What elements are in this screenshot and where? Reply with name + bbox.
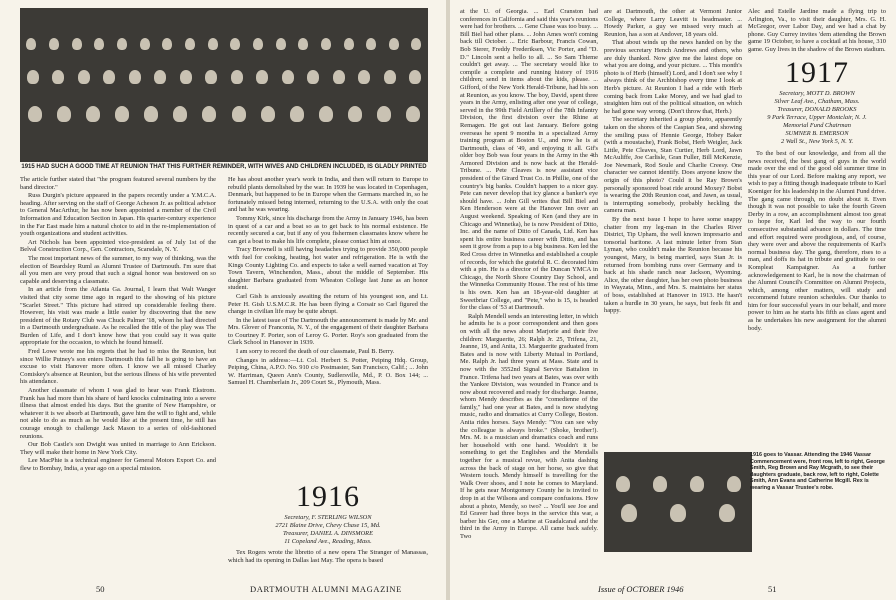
vassar-photo-block (592, 452, 754, 580)
right-page (450, 0, 896, 600)
right-column-1 (460, 8, 598, 580)
photo-front-row (604, 504, 752, 522)
paragraph: The most important news of the summer, to my way of thinking, was the election of Beardsley Ruml as Alumni Trustee of Dartmouth. I'm sure that all you men are very proud that such a signal honor was bestowed on so capable and deserving a classmate. (20, 254, 216, 285)
right-column-3-body (748, 150, 886, 446)
class-officers-1917 (748, 90, 886, 146)
paragraph: That about winds up the news handed on by the previous secretary Hench Andrews and others, who are duly thanked. Now give me the latest dope on what you are doing, and your picture. ... This month's photo is of Herb (himself) Lord, and I don't see why I always think of the Archbishop every time I look at Herb's picture. At Reunion I had a ride with Herb coming back from Lake Morey, and we had glad to straighten him out of the political situation, on which he had gone way wrong. (Don't throw that, Herb.) (604, 39, 742, 115)
secretary-line: Secretary, MOTT D. BROWN (779, 90, 855, 97)
paragraph: Tracy Brownell is still having headaches trying to provide 350,000 people with fuel for cooking, heating, hot water and refrigeration. He is with the Kings County Lighting Co. and expects to take a well earned vacation at Toy Town Tavern, Winchendon, Mass., about the middle of September. His daughter Barbara graduated from Wheaton College last June as an honor student. (228, 246, 428, 292)
paragraph: The article further stated that "the program featured several numbers by the band director." (20, 176, 216, 191)
vassar-photo-caption: 1916 goes to Vassar. Attending the 1946 Vassar Commencement were, front row, left to right, George Smith, Reg Brown and Ray Mcgrath, to see their daughters graduate, back row, left to right, Colette Smith, Ann Evans and Catherine Mcgill. Rex is wearing a Vassar Trustee's robe. (750, 452, 885, 491)
paragraph: Alec and Estelle Jardine made a flying trip to Arlington, Va., to visit their daughter, Mrs. G. H. McGregor, over Labor Day, and we had a chat by phone. Guy Currey invites 'dem attending the Brown game 19 October, to have a cocktail at his house, 310 game. Guy lives in the shadow of the Brown stadium. (748, 8, 886, 53)
issue-date-folio: Issue of OCTOBER 1946 (598, 584, 684, 594)
paragraph: Carl Gish is anxiously awaiting the return of his youngest son, and Lt. Peter H. Gish U.S.M.C.R. He has been flying a Corsair so Carl figured the change in civilian life may be quite abrupt. (228, 292, 428, 316)
paragraph: Changes in address:—Lt. Col. Herbert S. Potter, Peiping Hdq. Group, Peiping, China, A.P.O. No. 910 c/o Postmaster, San Francisco, Calif.; ... John W. Harriman, Queen Ann's County, Sudlersville, Md., P. O. Box 144; ... Samuel H. Chamberlain Jr., 209 Court St., Plymouth, Mass. (228, 356, 428, 387)
fund-chairman-name: SUMNER B. EMERSON (785, 130, 849, 137)
paragraph: Art Nichols has been appointed vice-president as of July 1st of the Belval Construction Corp., Gen. Contractors, Scarsdale, N. Y. (20, 238, 216, 254)
paragraph: Fred Lowe wrote me his regrets that he had to miss the Reunion, but since Willie Putney's son enters Dartmouth this fall he is going to have an excuse to visit Hanover more often. I know we all missed Charley Comiskey's absence at Reunion, but the serious illness of his wife prevented his attendance. (20, 348, 216, 386)
class-officers-1916 (228, 514, 428, 546)
paragraph: at the U. of Georgia. ... Earl Cranston had conferences in California and said this year's reunions were had for brothers. ... Gene Chase was too busy. ... Bill Biel had other plans. ... John Ames won't coming back till October. ... Eric Barbour, Francis Cowan, Bob Sterer, Freddy Frederiksen, Vic Porter, and "D. D." Lincoln sent a hello to all. ... So Sam Thieme couldn't get away. ... The secretary would like to compile a complete and running history of 1916 children; send in items about the kids, please. ... Gifford, of the New York Herald-Tribune, had his son at Reunion, as you know. The boy, David, spent three years in the Army, enlisting after one year of college, served in the 99th Field Artillery of the 78th Infantry Division, the first division over the Rhine at Remagen. He got out last January. Before going overseas he spent 9 months in a specialized Army training program at Boston U., and now he is at Dartmouth, class of '49, and enjoying it all. Gif's older boy Bob was four years in the Army in the 4th Armored Division and is now back at the Herald-Tribune. ... Pete Cleaves is now assistant vice president of the Girard Trust Co. in Phillie, one of the country's big banks. Couldn't happen to a nicer guy. Pete can never develop that icy glance a banker's eye should have. ... John Gill writes that Bill Biel and Ken Henderson were at the Hanover Inn over an August weekend. Speaking of Ken (and they are in Chicago and Winnetka), he is now President of Ditto, Inc. and the name of Ditto of Canada, Ltd. Ken has spent his entire business career with Ditto, and has seen it grow from a pup to a big business. Ken led the Red Cross drive in Winnetka and established a couple of records, for which the grateful R. C. decorated him with a pin. He is a director of the Duncan YMCA in Chicago, the North Shore Country Day School, and the Winnetka Community House. The rest of his time is his own. Ken has an 18-year-old daughter at Sweetbriar College, and "Pete," who is 15, is headed for the class of '53 at Dartmouth. (460, 8, 598, 312)
page-number-right: 51 (768, 584, 777, 594)
reunion-photo-caption: 1915 HAD SUCH A GOOD TIME AT REUNION THAT THIS FURTHER REMINDER, WITH WIVES AND CHILDREN INCLUDED, IS GLADLY PRINTED (21, 164, 427, 170)
paragraph: In an article from the Atlanta Ga. Journal, I learn that Walt Wanger visited that city some time ago in regard to the showing of his picture "Scarlet Street." This picture had stirred up considerable feeling there. However, his visit was made a little easier by discovering that the new president of the Rotary Club was Chuck Palmer '18, whom he had directed in a Dartmouth undergraduate. As he recalled the title of the play was The Burden of Life, and I don't know how that you could say it was quite appropriate for the occasion, to which he found himself. (20, 286, 216, 347)
class-year-heading-1916: 1916 (296, 480, 360, 513)
paragraph: Tommy Kirk, since his discharge from the Army in January 1946, has been in quest of a car and a boat so as to get back to his normal existence. He recently secured a car, but if any of you fishermen classmates know where he can get a boat to make his life complete, please contact him at once. (228, 214, 428, 245)
left-column-2 (228, 176, 428, 480)
paragraph: are at Dartmouth, the other at Vermont Junior College, where Larry Leavitt is headmaster. ... Howdy Parker, a guy we missed very much at Reunion, has a son at Andover, 18 years old. (604, 8, 742, 38)
right-column-2 (604, 8, 742, 446)
treasurer-address: 11 Copeland Ave., Reading, Mass. (284, 538, 372, 545)
paragraph: He has about another year's work in India, and then will return to Europe to rebuild plants demolished by the war. In 1939 he was located in Copenhagen, Denmark, but happened to be in Europe when the Germans marched in, so he fortunately missed being interned, returning to the U.S.A. with only the coat and hat he was wearing. (228, 176, 428, 214)
fund-chairman-line: Memorial Fund Chairman (783, 122, 851, 129)
secretary-address: Silver Leaf Ave., Chatham, Mass. (774, 98, 860, 105)
paragraph: Tex Rogers wrote the libretto of a new opera The Stranger of Manassas, which had its opening in Dallas last May. The opera is based (228, 549, 428, 564)
treasurer-line: Treasurer, DONALD BROOKS (777, 106, 857, 113)
right-column-3-top (748, 8, 886, 54)
paragraph: Our Bob Castle's son Dwight was united in marriage to Ann Erickson. They will make their home in New York City. (20, 441, 216, 456)
treasurer-line: Treasurer, DANIEL A. DINSMORE (282, 530, 373, 537)
page-number-left: 50 (96, 584, 105, 594)
paragraph: Lee MacPhie is a technical engineer for General Motors Export Co. and flew to Bombay, India, a year ago on a special mission. (20, 457, 216, 472)
paragraph: Ralph Mendell sends an interesting letter, in which he admits he is a poor correspondent and then goes on with all the news about Marjorie and their five children: Marguerite, 26; Ralph Jr. 25, Trifena, 21, Jeanne, 19, and Anita, 13. Marguerite graduated from Bates and is now with Liberty Mutual in Portland, Me. Ralph Jr. had three years at Mass. State and is now with the 3552nd Signal Service Battalion in France. Trifena had two years at Bates, was over with the Yankee Division, was wounded in France and is now about recovered and ready for discharge. Jeanne, whom Mendy describes as the "comedienne of the family," had one year at Bates, and is now studying music, radio and dramatics at Curry College, Boston. Anita rides horses. Says Mendy: "You can see why the colleague is always broke." (Shoke, brother!). Mrs. M. is a musician and dramatics coach and runs her household with one hand. Wouldn't it be something to get the Englishes and the Mendalls together for a musical revue, with Anita dashing across the back of stage on her horse, so give that Western touch. Mendy himself is travelling for the Walk Over shoes, and I note he comes to Maryland. If he gets near Montgomery County he is invited to drop in at the Wilsons and compare confusions. How about a photo, Mendy, so two? ... You'll see Joe and Ed Graver had three boys in the service this war, a barber his Ger, one a Marine at Guadalcanal and the third in the Army in Europe. All came back safely. Two (460, 312, 598, 540)
paragraph: The secretary inherited a group photo, apparently taken on the shores of the Caspian Sea, and showing the smiling puss of Hennie George, Hobey Baker (with a moustache), Frank Bobst, Herb Weigler, Jack Little, Pete Cleaves, Stan Curtier, Herb Lord, Jawn McAuliffe, Joe Carlisle, Gran Fuller, Bill McKenzie, Joe Newmark, Rod Soule and Charlie Creesy. One character we cannot identify. Does anyone know the origin of this photo? Could it be Ray Brown's personally sponsored boat ride around Moxey? Bobst is wearing the 20th Reunion coat, and Jawn, as usual, is interrupting somebody, probably heckling the camera man. (604, 116, 742, 215)
paragraph: To the best of our knowledge, and from all the news received, the best gang of guys in the world made over the end of the good old summer time in this year of our Lord. Before making any report, we wish to pay a fitting though inadequate tribute to Karl Koeniger for his leadership in the Alumni Fund drive. The gang came through, no doubt about it. Even though it was not possible to take the fourth Green Derby in a row, an accomplishment almost too great to hope for, Karl led the way to our fourth consecutive substantial advance in dollars. The time and effort required were prodigious, and, of course, they were over and above the requirements of Karl's normal business day. The gang, therefore, rises to a man, and doffs its hat in tribute and gratitude to our Kompleat Kampaigner. As a further acknowledgement to Karl, he is now the chairman of the Alumni Council's Committee on Alumni Projects, which, among other matters, will study and recommend future reunion schedules. Our thanks to him for four successful years in our behalf, and more power to him as he starts his fifth as class agent and as he undertakes his new assignment for the alumni body. (748, 150, 886, 332)
photo-back-row (20, 38, 428, 50)
magazine-title-folio: DARTMOUTH ALUMNI MAGAZINE (250, 584, 402, 594)
class-reunion-photo (20, 8, 428, 162)
left-page (0, 0, 446, 600)
paragraph: I am sorry to record the death of our classmate, Paul B. Berry. (236, 348, 395, 356)
paragraph: Russ Durgin's picture appeared in the papers recently under a Y.M.C.A. heading. After serving on the staff of George Acheson Jr. as political advisor to General MacArthur, he has now been appointed a member of the Civil Information and Education Section in Japan. His quarter-century experience in the Far East made him a natural choice to aid in the re-implementation of youth organizations and student activities. (20, 192, 216, 238)
fund-chairman-address: 2 Wall St., New York 5, N. Y. (780, 138, 854, 145)
paragraph: In the latest issue of The Dartmouth the announcement is made by Mr. and Mrs. Glover of Franconia, N. Y., of the engagement of their daughter Barbara to Courtney F. Porter, son of Leroy G. Porter. Roy's son graduated from the Clark School in Hanover in 1939. (228, 316, 428, 347)
class-year-heading-1917: 1917 (785, 56, 849, 89)
photo-middle-row (20, 70, 428, 84)
photo-back-row (604, 476, 752, 492)
paragraph: Another classmate of whom I was glad to hear was Frank Ekstrom. Frank has had more than his share of hard knocks culminating into a severe illness that almost ended his days. But the granite of New Hampshire, or whatever it is we absorb at Dartmouth, gave him the will to fight and, while not able to do as much as he would like at the present time, he still has courage enough to challenge Jack Mason to a series of old-fashioned reunions. (20, 387, 216, 440)
secretary-address: 2721 Blaine Drive, Chevy Chase 15, Md. (275, 522, 381, 529)
secretary-line: Secretary, F. STERLING WILSON (284, 514, 372, 521)
treasurer-address: 9 Park Terrace, Upper Montclair, N. J. (767, 114, 867, 121)
left-column-2-tail (228, 549, 428, 580)
vassar-commencement-photo (604, 452, 752, 552)
paragraph: By the next issue I hope to have some snappy chatter from my leg-man in the Charles River District, Tip Upham, the well known impresario and tonsorial baritone. A last minute letter from Stan Lyman, who couldn't make the Reunion because his youngest, Mary, is being married, says Stan Jr. is returned from bombing runs over Germany and is back at his shade ranch near Jackson, Wyoming. Alice, the other daughter, has her own photo business in Wayzata, Minn., and Mrs. S. maintains her status of boss, established at Hanover in 1913. He hasn't taken a hurdle in 30 years, he says, but feels fit and happy. (604, 216, 742, 315)
photo-front-row (20, 106, 428, 122)
left-column-1 (20, 176, 216, 580)
